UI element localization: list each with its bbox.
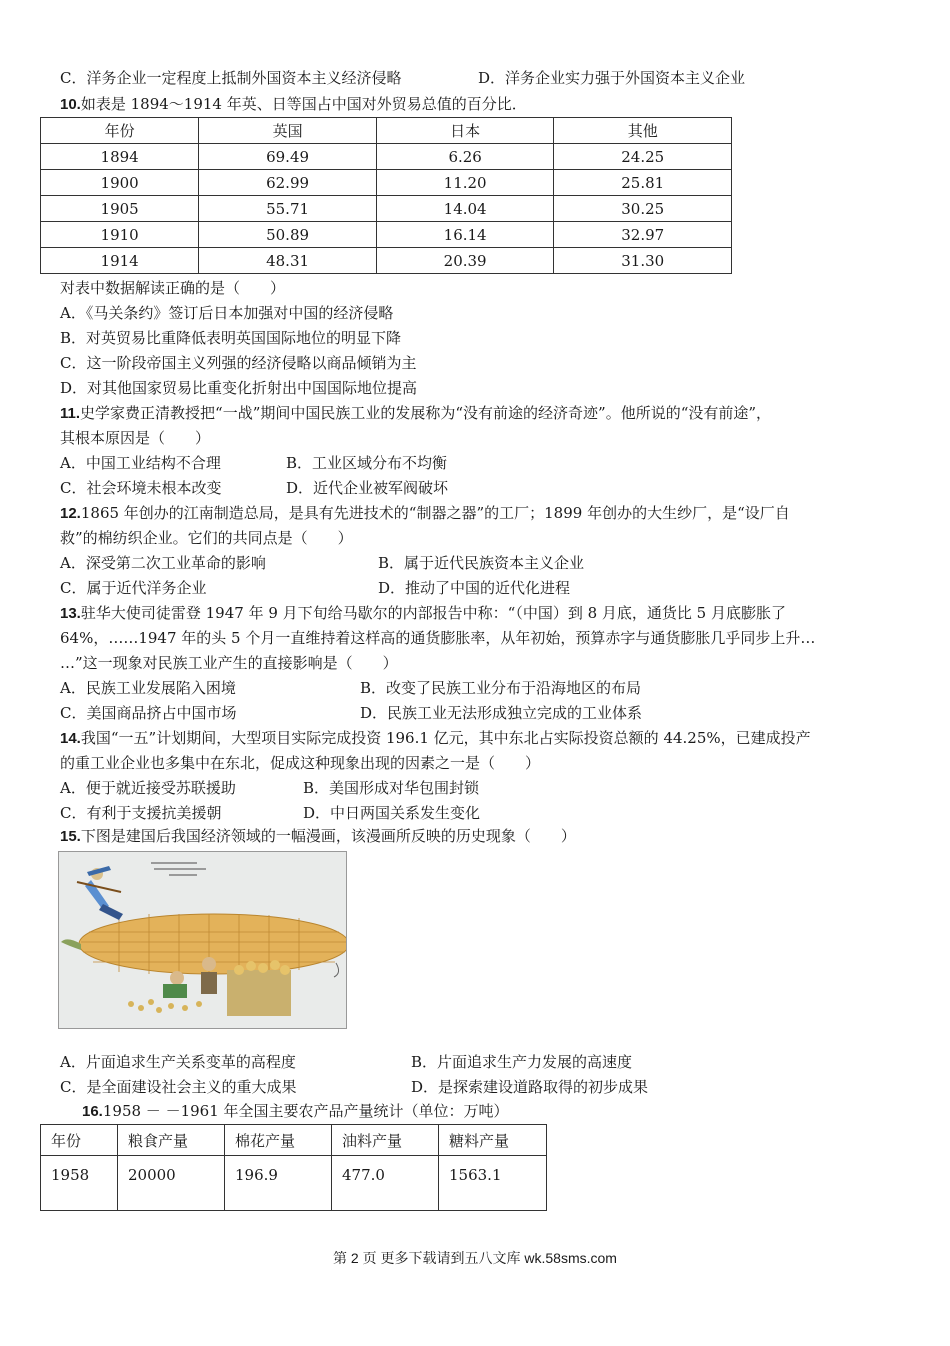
table-row bbox=[41, 144, 732, 170]
table-cell: 69.49 bbox=[199, 144, 377, 170]
table-header-cell: 其他 bbox=[554, 118, 732, 144]
q10-option-d: D．对其他国家贸易比重变化折射出中国国际地位提高 bbox=[60, 379, 418, 397]
q16-production-table bbox=[40, 1124, 547, 1211]
table-cell: 196.9 bbox=[225, 1156, 332, 1211]
q10-trade-table bbox=[40, 117, 732, 274]
q13-stem-cont: 64%，……1947 年的头 5 个月一直维持着这样高的通货膨胀率，从年初始，预算赤字与通货膨胀几乎同步上升… bbox=[60, 629, 816, 647]
page-footer: 第 2 页 更多下载请到五八文库 wk.58sms.com bbox=[333, 1250, 617, 1266]
table-cell: 1958 bbox=[41, 1156, 118, 1211]
q15-option-b: B．片面追求生产力发展的高速度 bbox=[411, 1053, 633, 1071]
q10-stem bbox=[60, 94, 527, 115]
q13-option-c: C．美国商品挤占中国市场 bbox=[60, 704, 237, 722]
q11-option-a: A．中国工业结构不合理 bbox=[60, 454, 221, 472]
q10-stem-text: 如表是 1894～1914 年英、日等国占中国对外贸易总值的百分比． bbox=[80, 95, 527, 113]
q12-option-c: C．属于近代洋务企业 bbox=[60, 579, 207, 597]
q16-stem bbox=[82, 1101, 509, 1122]
table-header-cell: 年份 bbox=[41, 118, 199, 144]
table-cell: 1900 bbox=[41, 170, 199, 196]
q11-option-c: C．社会环境未根本改变 bbox=[60, 479, 222, 497]
table-header-cell: 棉花产量 bbox=[225, 1125, 332, 1156]
table-row bbox=[41, 248, 732, 274]
table-cell: 31.30 bbox=[554, 248, 732, 274]
table-cell: 20000 bbox=[118, 1156, 225, 1211]
q11-option-b: B．工业区域分布不均衡 bbox=[286, 454, 448, 472]
table-cell: 1894 bbox=[41, 144, 199, 170]
table-cell: 30.25 bbox=[554, 196, 732, 222]
q14-option-b: B．美国形成对华包围封锁 bbox=[303, 779, 480, 797]
q15-number: 15. bbox=[60, 828, 81, 845]
table-header-row bbox=[41, 118, 732, 144]
q11-stem-text: 史学家费正清教授把“一战”期间中国民族工业的发展称为“没有前途的经济奇迹”。他所说的“没有前途”， bbox=[80, 404, 772, 422]
table-header-cell: 日本 bbox=[376, 118, 554, 144]
q13-option-b: B．改变了民族工业分布于沿海地区的布局 bbox=[360, 679, 642, 697]
table-row bbox=[41, 1156, 547, 1211]
q12-option-b: B．属于近代民族资本主义企业 bbox=[378, 554, 585, 572]
table-cell: 55.71 bbox=[199, 196, 377, 222]
q11-option-d: D．近代企业被军阀破坏 bbox=[286, 479, 449, 497]
table-cell: 16.14 bbox=[376, 222, 554, 248]
q15-option-d: D．是探索建设道路取得的初步成果 bbox=[411, 1078, 649, 1096]
q13-stem-cont2: …”这一现象对民族工业产生的直接影响是（ ） bbox=[60, 654, 398, 672]
q15-option-c: C．是全面建设社会主义的重大成果 bbox=[60, 1078, 297, 1096]
table-header-cell: 粮食产量 bbox=[118, 1125, 225, 1156]
table-cell: 20.39 bbox=[376, 248, 554, 274]
q12-stem-cont: 救”的棉纺织企业。它们的共同点是（ ） bbox=[60, 529, 353, 547]
q16-stem-text: 1958 － －1961 年全国主要农产品产量统计（单位：万吨） bbox=[102, 1102, 509, 1120]
q11-number: 11. bbox=[60, 405, 81, 422]
q11-stem bbox=[60, 403, 771, 424]
q16-number: 16. bbox=[82, 1103, 103, 1120]
q10-option-a: A．《马关条约》签订后日本加强对中国的经济侵略 bbox=[60, 304, 394, 322]
table-row bbox=[41, 196, 732, 222]
table-header-cell: 英国 bbox=[199, 118, 377, 144]
q14-option-a: A．便于就近接受苏联援助 bbox=[60, 779, 236, 797]
q9-option-c: C．洋务企业一定程度上抵制外国资本主义经济侵略 bbox=[60, 69, 402, 87]
table-cell: 32.97 bbox=[554, 222, 732, 248]
q12-number: 12. bbox=[60, 505, 81, 522]
q13-option-a: A．民族工业发展陷入困境 bbox=[60, 679, 236, 697]
q15-stem-text: 下图是建国后我国经济领域的一幅漫画，该漫画所反映的历史现象（ ） bbox=[80, 827, 576, 845]
q12-option-d: D．推动了中国的近代化进程 bbox=[378, 579, 571, 597]
q9-option-d: D．洋务企业实力强于外国资本主义企业 bbox=[478, 69, 746, 87]
q13-option-d: D．民族工业无法形成独立完成的工业体系 bbox=[360, 704, 643, 722]
table-cell: 6.26 bbox=[376, 144, 554, 170]
q10-number: 10. bbox=[60, 96, 81, 113]
table-cell: 62.99 bbox=[199, 170, 377, 196]
table-cell: 1910 bbox=[41, 222, 199, 248]
q12-stem bbox=[60, 503, 790, 524]
q11-stem-cont: 其根本原因是（ ） bbox=[60, 429, 211, 447]
q14-number: 14. bbox=[60, 730, 81, 747]
table-cell: 14.04 bbox=[376, 196, 554, 222]
q15-stem bbox=[60, 826, 576, 847]
q13-number: 13. bbox=[60, 605, 81, 622]
q10-prompt: 对表中数据解读正确的是（ ） bbox=[60, 279, 286, 297]
table-cell: 25.81 bbox=[554, 170, 732, 196]
table-row bbox=[41, 170, 732, 196]
q15-option-a: A．片面追求生产关系变革的高程度 bbox=[60, 1053, 296, 1071]
q10-option-c: C．这一阶段帝国主义列强的经济侵略以商品倾销为主 bbox=[60, 354, 417, 372]
table-header-cell: 年份 bbox=[41, 1125, 118, 1156]
q13-stem bbox=[60, 603, 786, 624]
q14-stem-cont: 的重工业企业也多集中在东北，促成这种现象出现的因素之一是（ ） bbox=[60, 754, 541, 772]
table-cell: 11.20 bbox=[376, 170, 554, 196]
q10-option-b: B．对英贸易比重降低表明英国国际地位的明显下降 bbox=[60, 329, 402, 347]
table-row bbox=[41, 222, 732, 248]
table-cell: 50.89 bbox=[199, 222, 377, 248]
q14-option-d: D．中日两国关系发生变化 bbox=[303, 804, 481, 822]
q12-stem-text: 1865 年创办的江南制造总局，是具有先进技术的“制器之器”的工厂；1899 年创办的大生纱厂，是“设厂自 bbox=[80, 504, 790, 522]
table-header-cell: 油料产量 bbox=[332, 1125, 439, 1156]
table-header-cell: 糖料产量 bbox=[439, 1125, 547, 1156]
corn-cartoon-image bbox=[58, 851, 347, 1029]
table-header-row bbox=[41, 1125, 547, 1156]
table-cell: 1914 bbox=[41, 248, 199, 274]
q12-option-a: A．深受第二次工业革命的影响 bbox=[60, 554, 266, 572]
q14-stem-text: 我国“一五”计划期间，大型项目实际完成投资 196.1 亿元，其中东北占实际投资总额的 44.25%，已建成投产 bbox=[80, 729, 811, 747]
table-cell: 48.31 bbox=[199, 248, 377, 274]
table-cell: 477.0 bbox=[332, 1156, 439, 1211]
table-cell: 1905 bbox=[41, 196, 199, 222]
q13-stem-text: 驻华大使司徒雷登 1947 年 9 月下旬给马歇尔的内部报告中称：“（中国）到 8 月底，通货比 5 月底膨胀了 bbox=[80, 604, 786, 622]
table-cell: 24.25 bbox=[554, 144, 732, 170]
q14-option-c: C．有利于支援抗美援朝 bbox=[60, 804, 222, 822]
q14-stem bbox=[60, 728, 811, 749]
corn-cartoon-icon bbox=[59, 852, 346, 1028]
table-cell: 1563.1 bbox=[439, 1156, 547, 1211]
